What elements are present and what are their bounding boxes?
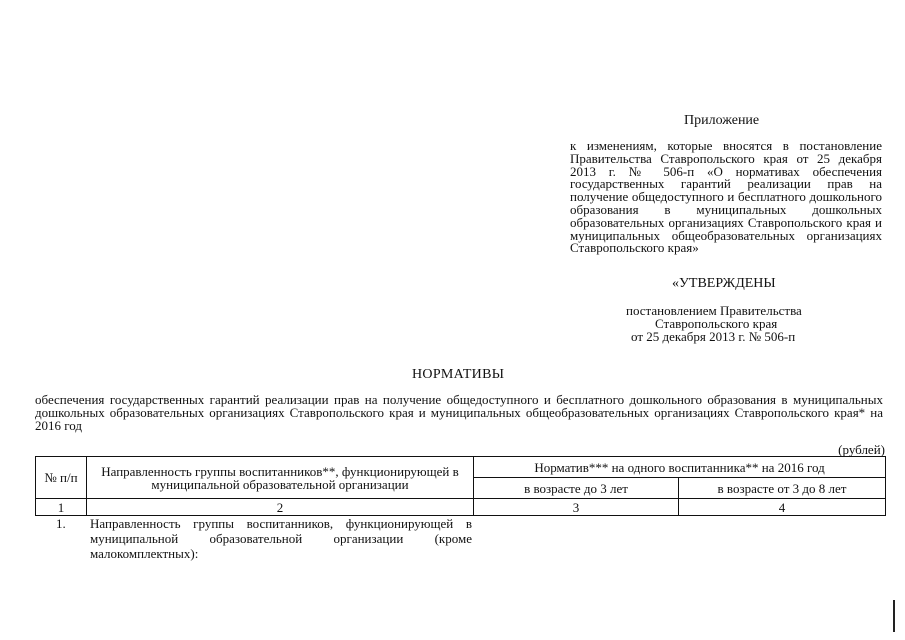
scan-edge-mark: [893, 600, 895, 632]
header-number: № п/п: [36, 457, 87, 499]
index-cell: 1: [36, 499, 87, 516]
units-label: (рублей): [838, 442, 885, 457]
appendix-text: к изменениям, которые вносятся в постановление Правительства Ставропольского края от 25 декабря 2013 г. № 506-п «О нормативах обеспечения государственных гарантий реализации прав на получение общедоступного и бесплатного дошкольного образования в муниципальных дошкольных образовательных организациях Ставропольского края и муниципальных общеобразовательных организациях Ставропольского края»: [570, 138, 882, 256]
index-cell: 2: [87, 499, 474, 516]
header-direction: Направленность группы воспитанников**, функционирующей в муниципальной образовательной организации: [87, 457, 474, 499]
approved-line: постановлением Правительства: [626, 303, 802, 318]
index-cell: 3: [474, 499, 679, 516]
header-under-3: в возрасте до 3 лет: [474, 478, 679, 499]
row-text: Направленность группы воспитанников, функционирующей в муниципальной образовательной организации (кроме малокомплектных):: [90, 516, 472, 561]
norms-table: [35, 456, 886, 516]
row-number: 1.: [56, 516, 66, 531]
approved-line: Ставропольского края: [655, 316, 778, 331]
document-heading: НОРМАТИВЫ: [412, 367, 505, 382]
header-norm: Норматив*** на одного воспитанника** на 2016 год: [474, 457, 886, 478]
document-subtitle: обеспечения государственных гарантий реализации прав на получение общедоступного и бесплатного дошкольного образования в муниципальных дошкольных образовательных организациях Ставропольского края и муниципальных общеобразовательных организациях Ставропольского края* на 2016 год: [35, 392, 883, 433]
table-index-row: [36, 499, 886, 516]
approved-title: «УТВЕРЖДЕНЫ: [672, 276, 776, 291]
index-cell: 4: [679, 499, 886, 516]
appendix-title: Приложение: [684, 113, 760, 128]
table-header-row: [36, 457, 886, 478]
approved-line: от 25 декабря 2013 г. № 506-п: [631, 329, 796, 344]
header-3-to-8: в возрасте от 3 до 8 лет: [679, 478, 886, 499]
